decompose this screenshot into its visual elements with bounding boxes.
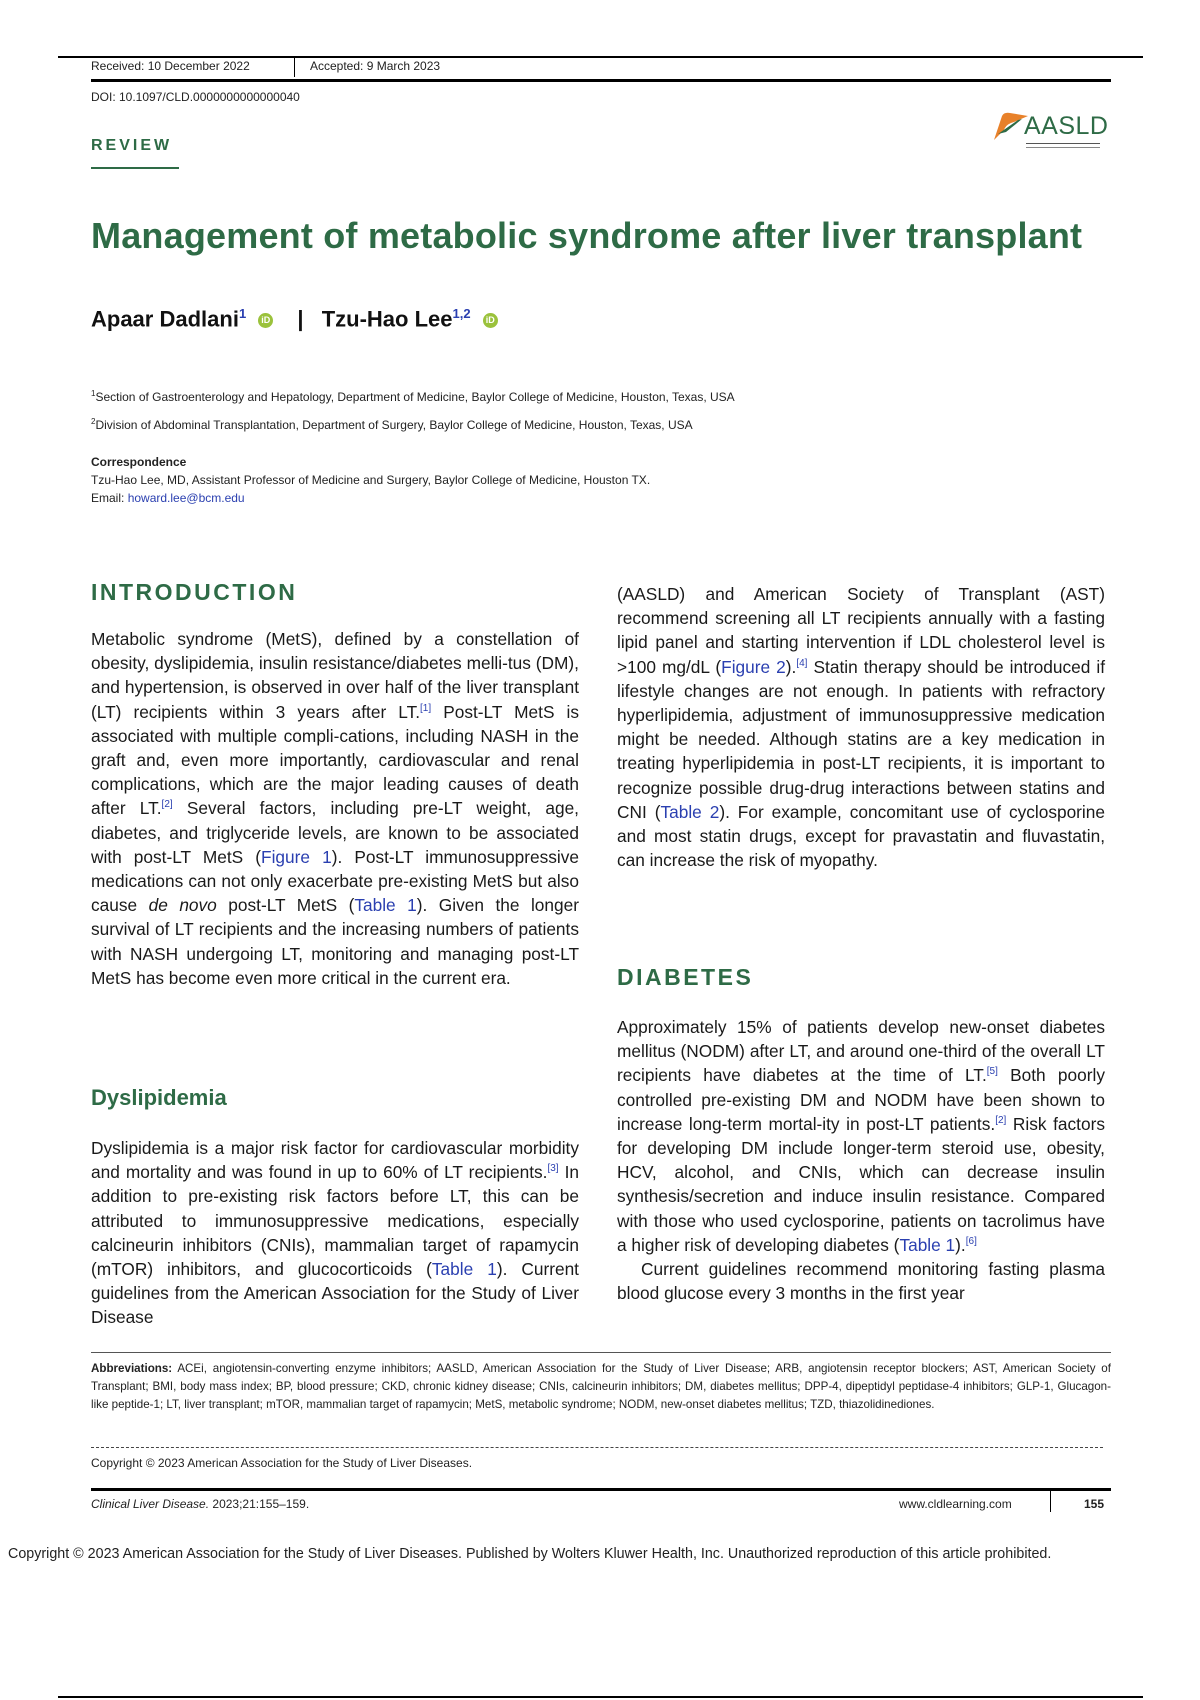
accepted-date: Accepted: 9 March 2023	[310, 59, 441, 73]
section-label-underline	[91, 167, 179, 169]
author-affiliation-marker: 1,2	[452, 306, 471, 321]
top-rule-thick	[91, 79, 1111, 82]
page-number: 155	[1084, 1497, 1105, 1511]
orcid-icon[interactable]: iD	[483, 313, 498, 328]
table-1-link[interactable]: Table 1	[354, 895, 417, 916]
author-affiliation-marker: 1	[238, 306, 247, 321]
affiliation-number: 1	[91, 389, 96, 398]
received-date: Received: 10 December 2022	[91, 59, 250, 73]
aasld-logo	[992, 110, 1112, 154]
abbreviations-text: ACEi, angiotensin-converting enzyme inhibitors; AASLD, American Association for the Study of Liver Disease; ARB, angiotensin receptor blockers; AST, American Society of Transplant; BMI, body mass index; BP, blood pressure; CKD, chronic kidney disease; CNIs, calcineurin inhibitors; DM, diabetes mellitus; DPP-4, dipeptidyl peptidase-4 inhibitors; GLP-1, Glucagon-like peptide-1; LT, liver transplant; mTOR, mammalian target of rapamycin; MetS, metabolic syndrome; NODM, new-onset diabetes mellitus; TZD, thiazolidinediones.	[91, 1362, 1111, 1411]
author-name: Apaar Dadlani	[91, 306, 239, 332]
affiliation	[91, 389, 735, 404]
affiliation-text: Division of Abdominal Transplantation, Department of Surgery, Baylor College of Medicine, Houston, Texas, USA	[95, 418, 693, 432]
date-divider	[294, 57, 295, 77]
figure-2-link[interactable]: Figure 2	[721, 656, 786, 677]
diabetes-paragraph: Approximately 15% of patients develop new-onset diabetes mellitus (NODM) after LT, and around one-third of the overall LT recipients have diabetes at the time of LT.[5] Both poorly controlled pre-existing DM and NODM have been shown to increase long-term mortal-ity in post-LT patients.[2] Risk factors for developing DM include longer-term steroid use, obesity, HCV, alcohol, and CNIs, which can decrease insulin synthesis/secretion and induce insulin resistance. Compared with those who used cyclosporine, patients on tacrolimus have a higher risk of developing diabetes (Table 1).[6] Current guidelines recommend monitoring fasting plasma blood glucose every 3 months in the first year	[617, 1017, 1105, 1304]
journal-name: Clinical Liver Disease.	[91, 1497, 210, 1511]
author-separator: |	[297, 306, 304, 332]
table-1-link[interactable]: Table 1	[899, 1234, 956, 1255]
dashed-separator	[91, 1447, 1103, 1448]
table-1-link[interactable]: Table 1	[431, 1259, 497, 1280]
correspondence-text: Tzu-Hao Lee, MD, Assistant Professor of Medicine and Surgery, Baylor College of Medicine, Houston TX.	[91, 473, 651, 487]
copyright-box: Copyright © 2023 American Association for the Study of Liver Diseases.	[91, 1456, 473, 1470]
affiliation	[91, 417, 693, 432]
introduction-heading: INTRODUCTION	[91, 579, 298, 605]
correspondence-email-line	[91, 491, 245, 505]
journal-citation	[91, 1497, 309, 1511]
intro-paragraph: Metabolic syndrome (MetS), defined by a constellation of obesity, dyslipidemia, insulin resistance/diabetes melli-tus (DM), and hypertension, is observed in over half of the liver transplant (LT) recipients within 3 years after LT.[1] Post-LT MetS is associated with multiple compli-cations, including NASH in the graft and, even more importantly, cardiovascular and renal complications, which are the major leading causes of death after LT.[2] Several factors, including pre-LT weight, age, diabetes, and triglyceride levels, are known to be associated with post-LT MetS (Figure 1). Post-LT immunosuppressive medications can not only exacerbate pre-existing MetS but also cause de novo post-LT MetS (Table 1). Given the longer survival of LT recipients and the increasing numbers of patients with NASH undergoing LT, monitoring and managing post-LT MetS has become even more critical in the current era.	[91, 629, 580, 988]
doi: DOI: 10.1097/CLD.0000000000000040	[91, 90, 300, 104]
logo-tagline-line	[1026, 143, 1100, 144]
journal-website[interactable]: www.cldlearning.com	[899, 1497, 1012, 1511]
aasld-logo-text: AASLD	[1024, 112, 1109, 140]
logo-tagline-line	[1026, 147, 1100, 148]
figure-1-link[interactable]: Figure 1	[261, 846, 332, 867]
bottom-page-rule	[58, 1696, 1143, 1698]
diabetes-heading: DIABETES	[617, 964, 754, 990]
footer-rule	[91, 1488, 1111, 1491]
dyslipidemia-heading: Dyslipidemia	[91, 1085, 227, 1110]
author-name: Tzu-Hao Lee	[321, 306, 453, 332]
author-list	[91, 306, 504, 332]
affiliation-text: Section of Gastroenterology and Hepatology, Department of Medicine, Baylor College of Medicine, Houston, Texas, USA	[95, 390, 735, 404]
article-title: Management of metabolic syndrome after liver transplant	[91, 215, 1083, 256]
dyslipidemia-paragraph: Dyslipidemia is a major risk factor for cardiovascular morbidity and mortality and was found in up to 60% of LT recipients.[3] In addition to pre-existing risk factors before LT, this can be attributed to immunosuppressive medications, especially calcineurin inhibitors (CNIs), mammalian target of rapamycin (mTOR) inhibitors, and glucocorticoids (Table 1). Current guidelines from the American Association for the Study of Liver Disease	[91, 1138, 579, 1328]
abbreviations-label: Abbreviations:	[91, 1362, 173, 1375]
orcid-icon[interactable]: iD	[258, 313, 273, 328]
citation: 2023;21:155–159.	[212, 1497, 310, 1511]
abbreviations	[91, 1360, 1111, 1414]
affiliation-number: 2	[91, 417, 96, 426]
dyslipidemia-continued-paragraph: (AASLD) and American Society of Transplant (AST) recommend screening all LT recipients annually with a fasting lipid panel and starting intervention if LDL cholesterol level is >100 mg/dL (Figure 2).[4] Statin therapy should be introduced if lifestyle changes are not enough. In patients with refractory hyperlipidemia, adjustment of immunosuppressive medication might be needed. Although statins are a key medication in treating hyperlipidemia in post-LT recipients, it is important to recognize possible drug-drug interactions between statins and CNI (Table 2). For example, concomitant use of cyclosporine and most statin drugs, except for pravastatin and fluvastatin, can increase the risk of myopathy.	[617, 584, 1105, 871]
email-link[interactable]: howard.lee@bcm.edu	[127, 491, 245, 505]
email-label: Email:	[91, 491, 125, 505]
bottom-copyright-notice: Copyright © 2023 American Association for the Study of Liver Diseases. Published by Wolters Kluwer Health, Inc. Unauthorized reproduction of this article prohibited.	[8, 1546, 1052, 1562]
top-rule-thin	[58, 56, 1143, 58]
correspondence-label: Correspondence	[91, 455, 187, 469]
table-2-link[interactable]: Table 2	[660, 801, 720, 822]
section-label: REVIEW	[91, 137, 173, 154]
footer-divider	[1050, 1490, 1051, 1512]
abbreviations-rule	[91, 1352, 1111, 1353]
